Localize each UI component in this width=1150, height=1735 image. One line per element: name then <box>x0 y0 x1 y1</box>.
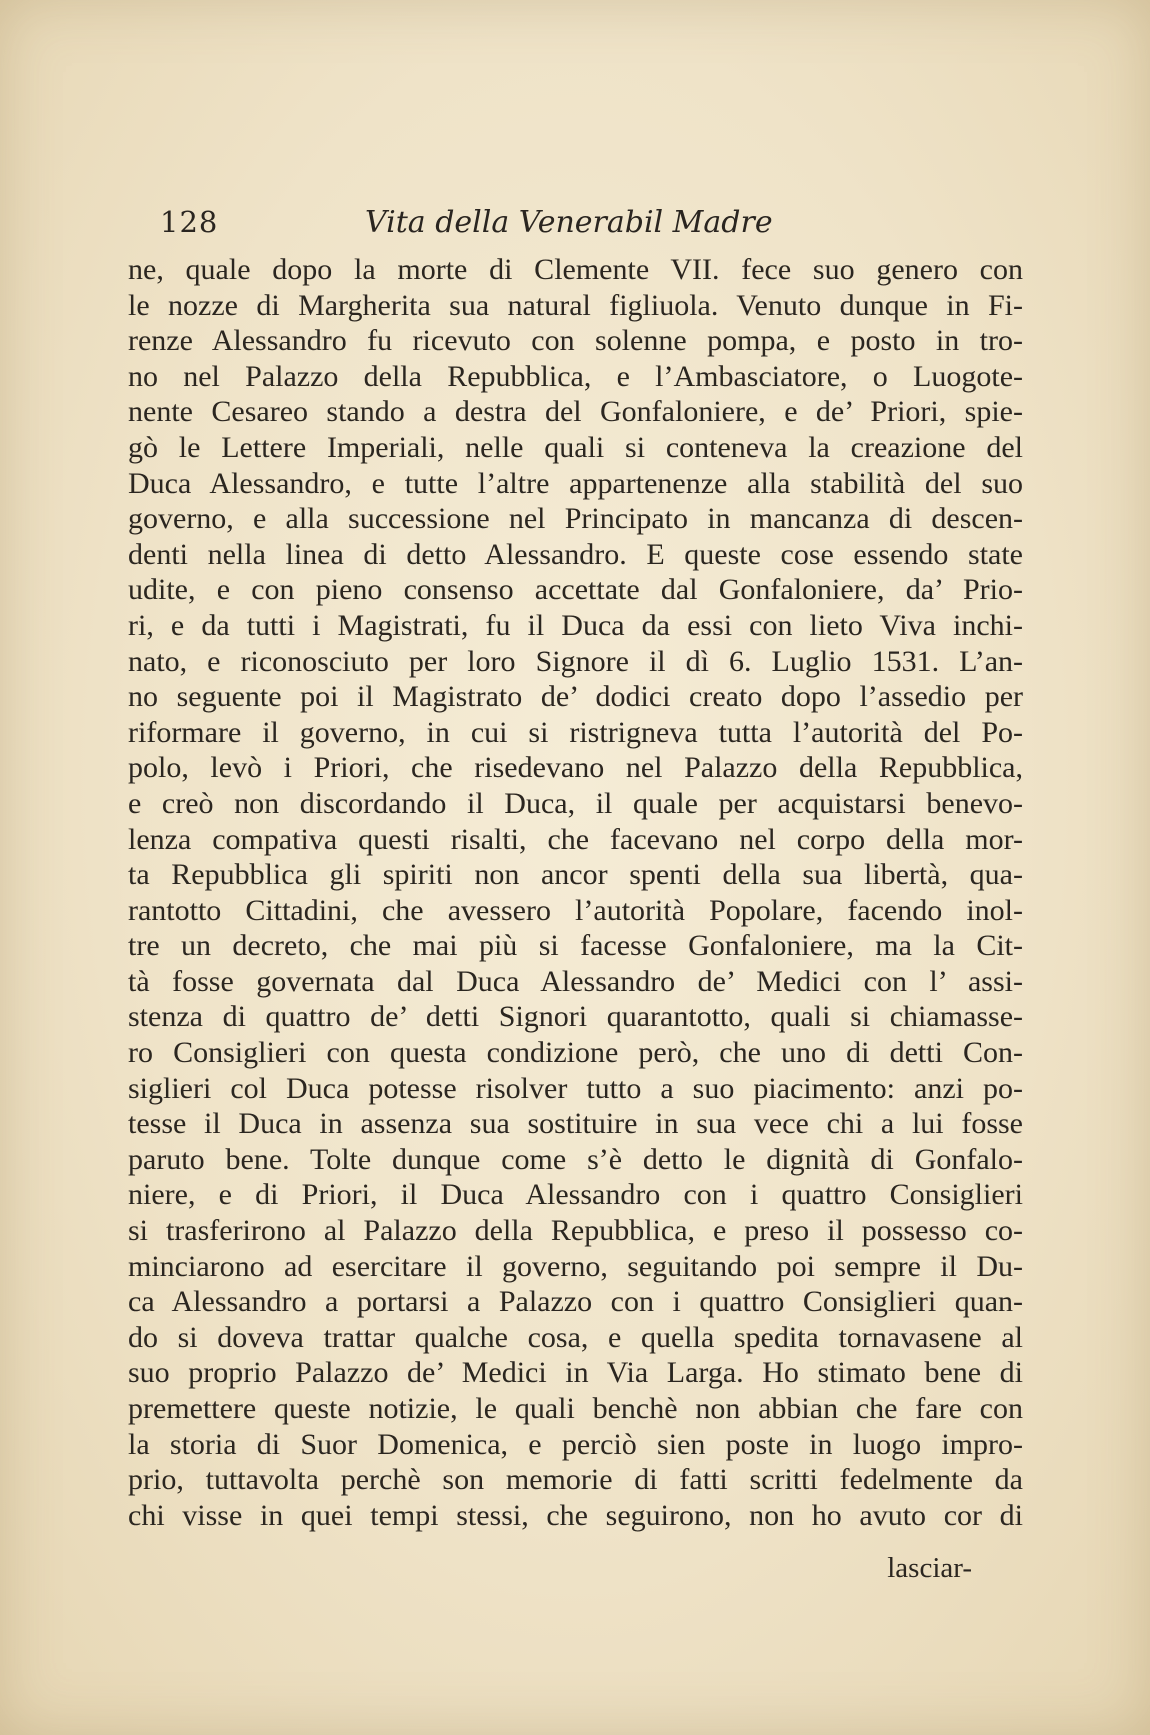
text-line: no seguente poi il Magistrato de’ dodici creato dopo l’assedio per <box>128 680 1023 714</box>
text-line: ri, e da tutti i Magistrati, fu il Duca da essi con lieto Viva inchi- <box>128 608 1023 642</box>
text-line: no nel Palazzo della Repubblica, e l’Ambasciatore, o Luogote- <box>128 359 1023 393</box>
body-text <box>128 252 1023 1533</box>
text-line: e creò non discordando il Duca, il quale per acquistarsi benevo- <box>128 786 1023 820</box>
text-line: gò le Lettere Imperiali, nelle quali si conteneva la creazione del <box>128 430 1023 464</box>
text-line: Duca Alessandro, e tutte l’altre appartenenze alla stabilità del suo <box>128 466 1023 500</box>
text-line: denti nella linea di detto Alessandro. E queste cose essendo state <box>128 537 1023 571</box>
text-line: udite, e con pieno consenso accettate dal Gonfaloniere, da’ Prio- <box>128 573 1023 607</box>
text-line: niere, e di Priori, il Duca Alessandro con i quattro Consiglieri <box>128 1178 1023 1212</box>
text-line: ta Repubblica gli spiriti non ancor spenti della sua libertà, qua- <box>128 858 1023 892</box>
text-line: stenza di quattro de’ detti Signori quarantotto, quali si chiamasse- <box>128 1000 1023 1034</box>
text-line: suo proprio Palazzo de’ Medici in Via Larga. Ho stimato bene di <box>128 1356 1023 1390</box>
text-line: minciarono ad esercitare il governo, seguitando poi sempre il Du- <box>128 1249 1023 1283</box>
text-line: governo, e alla successione nel Principato in mancanza di descen- <box>128 502 1023 536</box>
page-header <box>160 205 1020 245</box>
text-line: riformare il governo, in cui si ristrigneva tutta l’autorità del Po- <box>128 715 1023 749</box>
text-line: tesse il Duca in assenza sua sostituire in sua vece chi a lui fosse <box>128 1107 1023 1141</box>
text-line: rantotto Cittadini, che avessero l’autorità Popolare, facendo inol- <box>128 893 1023 927</box>
text-line: siglieri col Duca potesse risolver tutto a suo piacimento: anzi po- <box>128 1071 1023 1105</box>
text-line: renze Alessandro fu ricevuto con solenne pompa, e posto in tro- <box>128 324 1023 358</box>
text-line: la storia di Suor Domenica, e perciò sien poste in luogo impro- <box>128 1427 1023 1461</box>
text-line: paruto bene. Tolte dunque come s’è detto le dignità di Gonfalo- <box>128 1142 1023 1176</box>
text-line: lenza compativa questi risalti, che facevano nel corpo della mor- <box>128 822 1023 856</box>
text-line: nente Cesareo stando a destra del Gonfaloniere, e de’ Priori, spie- <box>128 395 1023 429</box>
text-line: tre un decreto, che mai più si facesse Gonfaloniere, ma la Cit- <box>128 929 1023 963</box>
text-line: si trasferirono al Palazzo della Repubblica, e preso il possesso co- <box>128 1214 1023 1248</box>
text-line: ca Alessandro a portarsi a Palazzo con i quattro Consiglieri quan- <box>128 1285 1023 1319</box>
text-line: ro Consiglieri con questa condizione però, che uno di detti Con- <box>128 1036 1023 1070</box>
catchword: lasciar- <box>887 1552 972 1584</box>
text-line: le nozze di Margherita sua natural figliuola. Venuto dunque in Fi- <box>128 288 1023 322</box>
text-line: do si doveva trattar qualche cosa, e quella spedita tornavasene al <box>128 1320 1023 1354</box>
text-line: nato, e riconosciuto per loro Signore il dì 6. Luglio 1531. L’an- <box>128 644 1023 678</box>
text-line: ne, quale dopo la morte di Clemente VII. fece suo genero con <box>128 253 1023 286</box>
text-line: premettere queste notizie, le quali benchè non abbian che fare con <box>128 1392 1023 1425</box>
text-line: polo, levò i Priori, che risedevano nel Palazzo della Repubblica, <box>128 751 1023 785</box>
text-line: chi visse in quei tempi stessi, che seguirono, non ho avuto cor di <box>128 1498 1023 1532</box>
text-line: tà fosse governata dal Duca Alessandro de’ Medici con l’ assi- <box>128 964 1023 998</box>
running-title: Vita della Venerabil Madre <box>365 205 773 240</box>
text-line: prio, tuttavolta perchè son memorie di fatti scritti fedelmente da <box>128 1463 1023 1497</box>
page-number: 128 <box>160 205 219 239</box>
